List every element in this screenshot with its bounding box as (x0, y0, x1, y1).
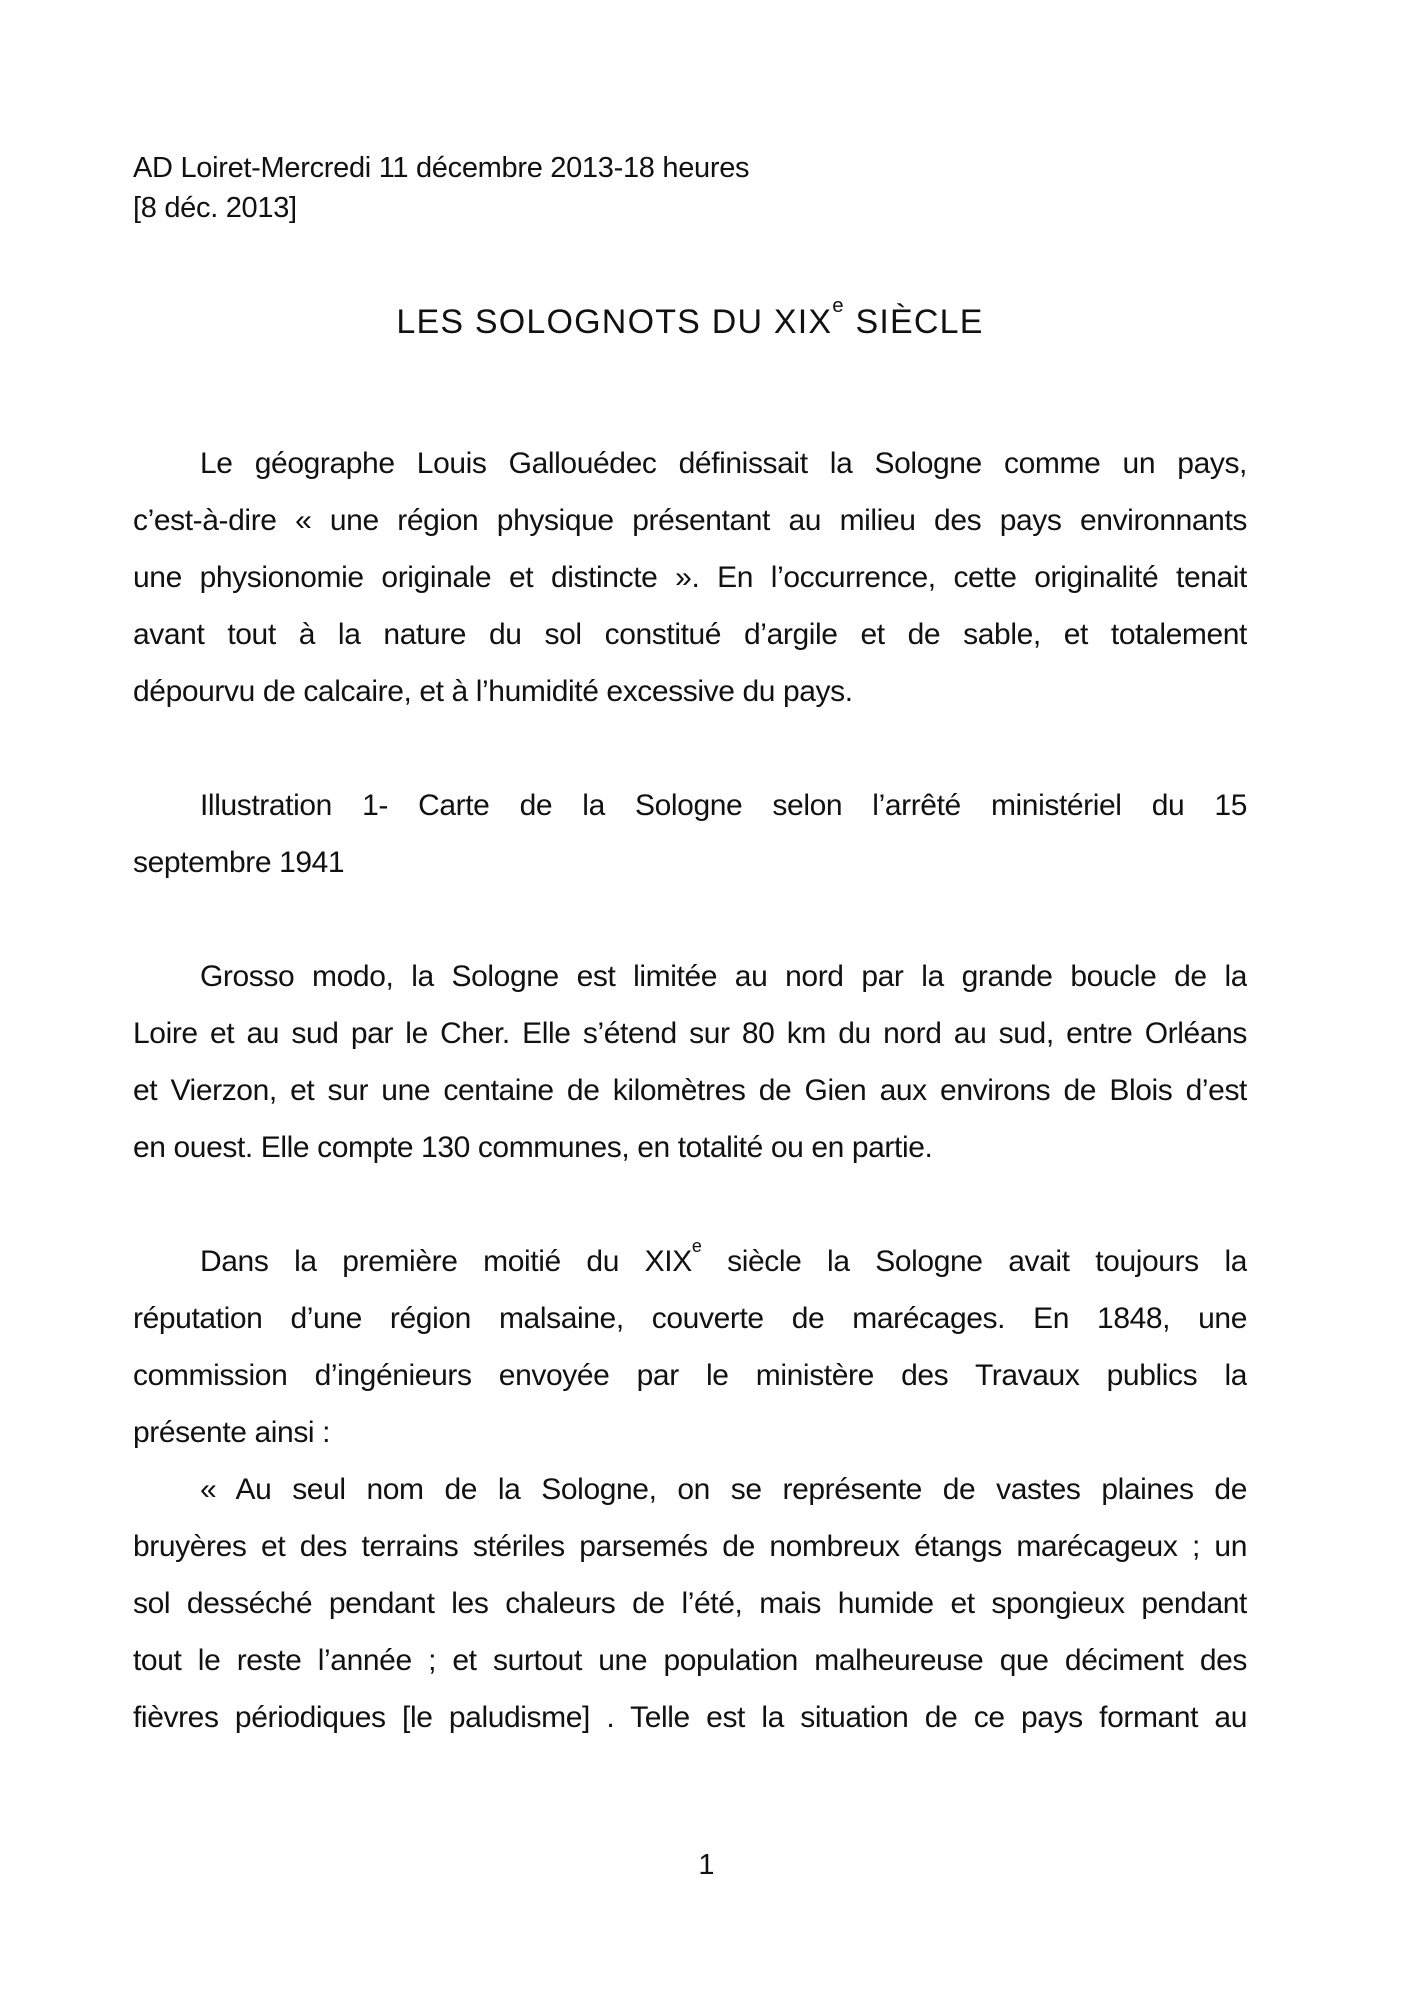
paragraph-line: présente ainsi : (133, 1416, 331, 1449)
paragraph-line: c’est-à-dire « une région physique présentant au milieu des pays environnants (133, 504, 1247, 537)
paragraph (133, 777, 1247, 891)
paragraph-line: en ouest. Elle compte 130 communes, en totalité ou en partie. (133, 1131, 933, 1164)
document-header (0, 0, 1413, 228)
paragraph-line: Illustration 1- Carte de la Sologne selon l’arrêté ministériel du 15 (200, 789, 1247, 822)
paragraph (133, 435, 1247, 720)
paragraph (133, 948, 1247, 1176)
title-superscript: e (832, 294, 845, 317)
paragraph-line: Grosso modo, la Sologne est limitée au nord par la grande boucle de la (200, 960, 1247, 993)
page-number: 1 (698, 1849, 715, 1881)
paragraph-line: une physionomie originale et distincte ». En l’occurrence, cette originalité tenait (133, 561, 1247, 594)
document-body (0, 435, 1413, 1746)
paragraph-line: tout le reste l’année ; et surtout une population malheureuse que déciment des (133, 1644, 1247, 1677)
header-line-2: [8 déc. 2013] (133, 192, 297, 224)
header-line-1: AD Loiret-Mercredi 11 décembre 2013-18 heures (133, 152, 750, 184)
paragraph-line: fièvres périodiques [le paludisme] . Telle est la situation de ce pays formant au (133, 1701, 1247, 1734)
paragraph-line: avant tout à la nature du sol constitué d’argile et de sable, et totalement (133, 618, 1247, 651)
paragraph-line: réputation d’une région malsaine, couverte de marécages. En 1848, une (133, 1302, 1247, 1335)
paragraph (133, 1461, 1247, 1746)
paragraph (133, 1233, 1247, 1461)
document-title (0, 294, 1413, 345)
paragraph-line: septembre 1941 (133, 846, 345, 879)
paragraph-line: commission d’ingénieurs envoyée par le ministère des Travaux publics la (133, 1359, 1247, 1392)
paragraph-line: dépourvu de calcaire, et à l’humidité excessive du pays. (133, 675, 853, 708)
paragraph-line: et Vierzon, et sur une centaine de kilomètres de Gien aux environs de Blois d’est (133, 1074, 1247, 1107)
paragraph-line: Le géographe Louis Gallouédec définissait la Sologne comme un pays, (200, 447, 1247, 480)
title-text-pre: LES SOLOGNOTS DU XIX (396, 303, 833, 341)
paragraph-line: « Au seul nom de la Sologne, on se représente de vastes plaines de (200, 1473, 1247, 1506)
title-text-post: SIÈCLE (844, 303, 984, 341)
superscript: e (691, 1235, 702, 1256)
paragraph-line: sol desséché pendant les chaleurs de l’été, mais humide et spongieux pendant (133, 1587, 1247, 1620)
paragraph-line: Loire et au sud par le Cher. Elle s’étend sur 80 km du nord au sud, entre Orléans (133, 1017, 1247, 1050)
paragraph-line: bruyères et des terrains stériles parsemés de nombreux étangs marécageux ; un (133, 1530, 1247, 1563)
paragraph-line: Dans la première moitié du XIXe siècle la Sologne avait toujours la (200, 1235, 1247, 1278)
